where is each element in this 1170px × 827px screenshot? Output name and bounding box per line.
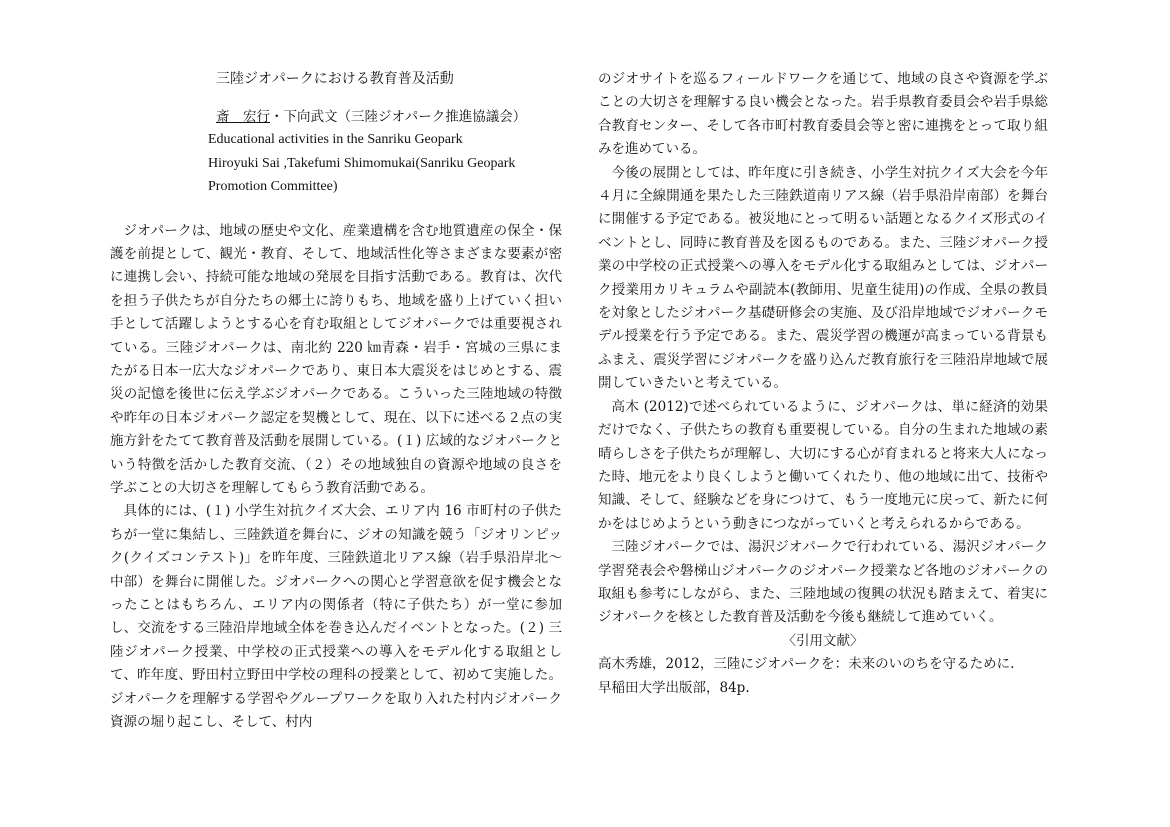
paragraph-future-plans: 今後の展開としては、昨年度に引き続き、小学生対抗クイズ大会を今年４月に全線開通を果たした三陸鉄道南リアス線（岩手県沿岸南部）を舞台に開催する予定である。被災地にとって明るい話題となるクイズ形式のイベントとし、同時に教育普及を図るものである。また、三陸ジオパーク授業の中学校の正式授業への導入をモデル化する取組みとしては、ジオパーク授業用カリキュラムや副読本(教師用、児童生徒用)の作成、全県の教員を対象としたジオパーク基礎研修会の実施、及び沿岸地域でジオパークモデル授業を行う予定である。また、震災学習の機運が高まっている背景もふまえ、震災学習にジオパークを盛り込んだ教育旅行を三陸沿岸地域で展開していきたいと考えている。 [598, 164, 1048, 392]
right-column [598, 68, 1048, 700]
reference-line-2: 早稲田大学出版部，84p. [598, 679, 750, 696]
paragraph-continuation: のジオサイトを巡るフィールドワークを通じて、地域の良さや資源を学ぶことの大切さを理解する良い機会となった。岩手県教育委員会や岩手県総合教育センター、そして各市町村教育委員会等と密に連携をとって取り組みを進めている。 [598, 71, 1048, 158]
left-body [110, 220, 562, 735]
paper-title: 三陸ジオパークにおける教育普及活動 [216, 71, 454, 87]
english-authors-line-2: Promotion Committee) [208, 179, 338, 194]
right-body [598, 68, 1048, 630]
paragraph-introduction: ジオパークは、地域の歴史や文化、産業遺構を含む地質遺産の保全・保護を前提として、観光・教育、そして、地域活性化等さまざまな要素が密に連携し会い、持続可能な地域の発展を目指す活動である。教育は、次代を担う子供たちが自分たちの郷土に誇りもち、地域を盛り上げていく担い手として活躍しようとする心を育む取組としてジオパークでは重要視されている。三陸ジオパークは、南北約 220 ㎞青森・岩手・宮城の三県にまたがる日本一広大なジオパークであり、東日本大震災をはじめとする、震災の記憶を後世に伝え学ぶジオパークである。こういった三陸地域の特徴や昨年の日本ジオパーク認定を契機として、現在、以下に述べる２点の実施方針をたてて教育普及活動を展開している。(１) 広域的なジオパークという特徴を活かした教育交流、（２）その地域独自の資源や地域の良さを学ぶことの大切さを理解してもらう教育活動である。 [110, 222, 562, 496]
paragraph-activities: 具体的には、(１) 小学生対抗クイズ大会、エリア内 16 市町村の子供たちが一堂に集結し、三陸鉄道を舞台に、ジオの知識を競う「ジオリンピック(クイズコンテスト)」を昨年度、三陸鉄道北リアス線（岩手県沿岸北～中部）を舞台に開催した。ジオパークへの関心と学習意欲を促す機会となったことはもちろん、エリア内の関係者（特に子供たち）が一堂に参加し、交流をする三陸沿岸地域全体を巻き込んだイベントとなった。(２) 三陸ジオパーク授業、中学校の正式授業への導入をモデル化する取組として、昨年度、野田村立野田中学校の理科の授業として、初めて実施した。ジオパークを理解する学習やグループワークを取り入れた村内ジオパーク資源の堀り起こし、そして、村内 [110, 503, 562, 731]
english-authors-line-1: Hiroyuki Sai ,Takefumi Shimomukai(Sanriku Geopark [208, 155, 516, 171]
english-title: Educational activities in the Sanriku Geopark [208, 132, 463, 147]
authors-japanese [216, 106, 562, 128]
paragraph-takagi: 高木 (2012)で述べられているように、ジオパークは、単に経済的効果だけでなく、子供たちの教育も重要視している。自分の生まれた地域の素晴らしさを子供たちが理解し、大切にする心が育まれると将来大人になった時、地元をより良くしようと働いてくれたり、他の地域に出て、技術や知識、そして、経験などを身につけて、もう一度地元に戻って、新たに何かをはじめようという動きにつながっていくと考えられるからである。 [598, 398, 1048, 532]
left-column [110, 68, 562, 734]
reference-line-1: 高木秀雄，2012，三陸にジオパークを：未来のいのちを守るために. [598, 656, 1015, 673]
presenter-name: 斎 宏行 [216, 109, 270, 125]
paragraph-conclusion: 三陸ジオパークでは、湯沢ジオパークで行われている、湯沢ジオパーク学習発表会や磐梯山ジオパークのジオパーク授業など各地のジオパークの取組も参考にしながら、また、三陸地域の復興の状況も踏まえて、着実にジオパークを核とした教育普及活動を今後も継続して進めていく。 [598, 539, 1048, 626]
coauthor-affiliation: ・下向武文（三陸ジオパーク推進協議会） [270, 109, 527, 125]
references-heading: 〈引用文献〉 [782, 632, 864, 649]
